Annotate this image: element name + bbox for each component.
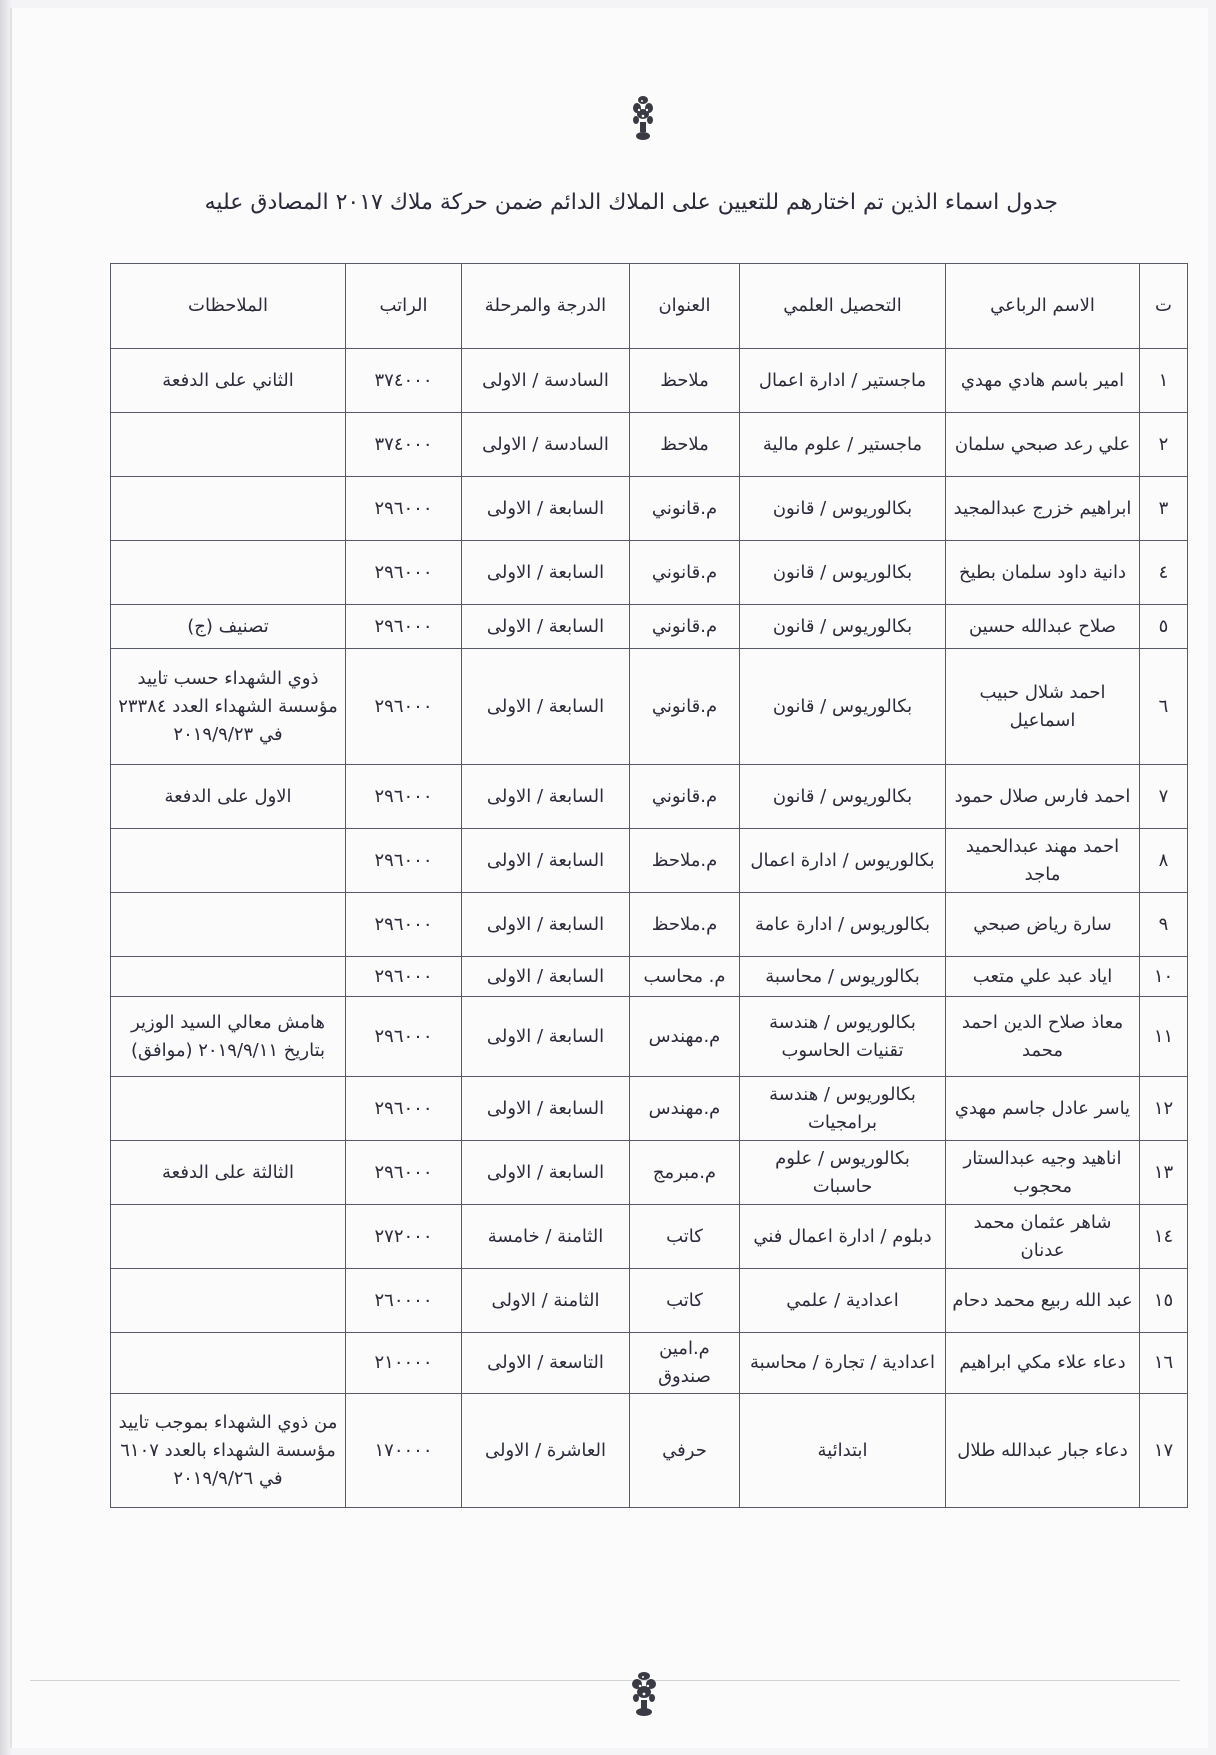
- table-row: [111, 541, 1188, 605]
- table-row: [111, 1077, 1188, 1141]
- row-number: ١٥: [1140, 1269, 1188, 1333]
- table-row: [111, 413, 1188, 477]
- grade-cell: السابعة / الاولى: [462, 1077, 630, 1141]
- employee-name: سارة رياض صبحي: [946, 893, 1140, 957]
- header-education: التحصيل العلمي: [740, 264, 946, 349]
- row-number: ٢: [1140, 413, 1188, 477]
- row-number: ٣: [1140, 477, 1188, 541]
- job-title-cell: م. محاسب: [630, 957, 740, 997]
- job-title-cell: كاتب: [630, 1269, 740, 1333]
- employee-name: احمد فارس صلال حمود: [946, 765, 1140, 829]
- salary-cell: ٢٩٦٠٠٠: [346, 541, 462, 605]
- education-cell: دبلوم / ادارة اعمال فني: [740, 1205, 946, 1269]
- education-cell: بكالوريوس / محاسبة: [740, 957, 946, 997]
- row-number: ٥: [1140, 605, 1188, 649]
- job-title-cell: م.قانوني: [630, 477, 740, 541]
- job-title-cell: م.قانوني: [630, 649, 740, 765]
- employee-name: دعاء علاء مكي ابراهيم: [946, 1333, 1140, 1394]
- table-row: [111, 893, 1188, 957]
- grade-cell: الثامنة / الاولى: [462, 1269, 630, 1333]
- table-row: [111, 957, 1188, 997]
- notes-cell: [111, 1205, 346, 1269]
- employee-name: احمد مهند عبدالحميد ماجد: [946, 829, 1140, 893]
- appointments-table: [110, 263, 1188, 1508]
- employee-name: اياد عبد علي متعب: [946, 957, 1140, 997]
- grade-cell: السابعة / الاولى: [462, 997, 630, 1077]
- notes-cell: [111, 1077, 346, 1141]
- employee-name: صلاح عبدالله حسين: [946, 605, 1140, 649]
- salary-cell: ٢٩٦٠٠٠: [346, 829, 462, 893]
- salary-cell: ٢٩٦٠٠٠: [346, 1077, 462, 1141]
- row-number: ٦: [1140, 649, 1188, 765]
- job-title-cell: م.مهندس: [630, 997, 740, 1077]
- table-row: [111, 997, 1188, 1077]
- row-number: ١٢: [1140, 1077, 1188, 1141]
- education-cell: ابتدائية: [740, 1394, 946, 1508]
- row-number: ٧: [1140, 765, 1188, 829]
- table-row: [111, 1205, 1188, 1269]
- salary-cell: ٢٩٦٠٠٠: [346, 957, 462, 997]
- salary-cell: ٢١٠٠٠٠: [346, 1333, 462, 1394]
- table-row: [111, 1394, 1188, 1508]
- employee-name: ابراهيم خزرج عبدالمجيد: [946, 477, 1140, 541]
- education-cell: بكالوريوس / قانون: [740, 649, 946, 765]
- job-title-cell: م.ملاحظ: [630, 893, 740, 957]
- row-number: ١١: [1140, 997, 1188, 1077]
- education-cell: ماجستير / علوم مالية: [740, 413, 946, 477]
- emblem-icon: [628, 92, 658, 144]
- grade-cell: العاشرة / الاولى: [462, 1394, 630, 1508]
- salary-cell: ٢٧٢٠٠٠: [346, 1205, 462, 1269]
- job-title-cell: ملاحظ: [630, 413, 740, 477]
- job-title-cell: م.قانوني: [630, 541, 740, 605]
- job-title-cell: م.امين صندوق: [630, 1333, 740, 1394]
- employee-name: ياسر عادل جاسم مهدي: [946, 1077, 1140, 1141]
- table-row: [111, 829, 1188, 893]
- header-number: ت: [1140, 264, 1188, 349]
- employee-name: شاهر عثمان محمد عدنان: [946, 1205, 1140, 1269]
- salary-cell: ٣٧٤٠٠٠: [346, 413, 462, 477]
- table-header-row: [111, 264, 1188, 349]
- notes-cell: الثاني على الدفعة: [111, 349, 346, 413]
- grade-cell: السابعة / الاولى: [462, 893, 630, 957]
- employee-name: عبد الله ربيع محمد دحام: [946, 1269, 1140, 1333]
- header-name: الاسم الرباعي: [946, 264, 1140, 349]
- table-row: [111, 1269, 1188, 1333]
- footer-divider: [30, 1680, 1180, 1681]
- notes-cell: [111, 1269, 346, 1333]
- emblem-icon: [628, 1668, 660, 1718]
- employee-name: دانية داود سلمان بطيخ: [946, 541, 1140, 605]
- grade-cell: السادسة / الاولى: [462, 413, 630, 477]
- grade-cell: السابعة / الاولى: [462, 477, 630, 541]
- row-number: ١٠: [1140, 957, 1188, 997]
- table-row: [111, 605, 1188, 649]
- employee-name: اناهيد وجيه عبدالستار محجوب: [946, 1141, 1140, 1205]
- job-title-cell: ملاحظ: [630, 349, 740, 413]
- grade-cell: السابعة / الاولى: [462, 605, 630, 649]
- education-cell: بكالوريوس / هندسة تقنيات الحاسوب: [740, 997, 946, 1077]
- notes-cell: [111, 829, 346, 893]
- employee-name: دعاء جبار عبدالله طلال: [946, 1394, 1140, 1508]
- grade-cell: السادسة / الاولى: [462, 349, 630, 413]
- notes-cell: من ذوي الشهداء بموجب تاييد مؤسسة الشهداء بالعدد ٦١٠٧ في ٢٠١٩/٩/٢٦: [111, 1394, 346, 1508]
- education-cell: بكالوريوس / قانون: [740, 541, 946, 605]
- table-row: [111, 1333, 1188, 1394]
- notes-cell: ذوي الشهداء حسب تاييد مؤسسة الشهداء العدد ٢٣٣٨٤ في ٢٠١٩/٩/٢٣: [111, 649, 346, 765]
- row-number: ١: [1140, 349, 1188, 413]
- table-row: [111, 477, 1188, 541]
- education-cell: اعدادية / علمي: [740, 1269, 946, 1333]
- grade-cell: السابعة / الاولى: [462, 765, 630, 829]
- grade-cell: السابعة / الاولى: [462, 1141, 630, 1205]
- document-title: جدول اسماء الذين تم اختارهم للتعيين على الملاك الدائم ضمن حركة ملاك ٢٠١٧ المصادق عليه: [204, 190, 1058, 215]
- notes-cell: [111, 477, 346, 541]
- job-title-cell: م.قانوني: [630, 765, 740, 829]
- grade-cell: التاسعة / الاولى: [462, 1333, 630, 1394]
- notes-cell: الثالثة على الدفعة: [111, 1141, 346, 1205]
- header-title: العنوان: [630, 264, 740, 349]
- notes-cell: تصنيف (ج): [111, 605, 346, 649]
- education-cell: ماجستير / ادارة اعمال: [740, 349, 946, 413]
- row-number: ١٦: [1140, 1333, 1188, 1394]
- employee-name: احمد شلال حبيب اسماعيل: [946, 649, 1140, 765]
- education-cell: بكالوريوس / علوم حاسبات: [740, 1141, 946, 1205]
- salary-cell: ٢٦٠٠٠٠: [346, 1269, 462, 1333]
- table-row: [111, 349, 1188, 413]
- job-title-cell: م.مبرمج: [630, 1141, 740, 1205]
- salary-cell: ٢٩٦٠٠٠: [346, 477, 462, 541]
- table-row: [111, 1141, 1188, 1205]
- education-cell: بكالوريوس / قانون: [740, 477, 946, 541]
- row-number: ٤: [1140, 541, 1188, 605]
- notes-cell: [111, 893, 346, 957]
- notes-cell: [111, 541, 346, 605]
- education-cell: بكالوريوس / هندسة برامجيات: [740, 1077, 946, 1141]
- row-number: ١٣: [1140, 1141, 1188, 1205]
- salary-cell: ٢٩٦٠٠٠: [346, 649, 462, 765]
- grade-cell: السابعة / الاولى: [462, 829, 630, 893]
- education-cell: اعدادية / تجارة / محاسبة: [740, 1333, 946, 1394]
- row-number: ١٧: [1140, 1394, 1188, 1508]
- notes-cell: الاول على الدفعة: [111, 765, 346, 829]
- job-title-cell: م.ملاحظ: [630, 829, 740, 893]
- salary-cell: ٣٧٤٠٠٠: [346, 349, 462, 413]
- notes-cell: [111, 1333, 346, 1394]
- header-notes: الملاحظات: [111, 264, 346, 349]
- row-number: ٩: [1140, 893, 1188, 957]
- salary-cell: ٢٩٦٠٠٠: [346, 765, 462, 829]
- notes-cell: [111, 957, 346, 997]
- grade-cell: السابعة / الاولى: [462, 649, 630, 765]
- salary-cell: ٢٩٦٠٠٠: [346, 997, 462, 1077]
- salary-cell: ١٧٠٠٠٠: [346, 1394, 462, 1508]
- grade-cell: الثامنة / خامسة: [462, 1205, 630, 1269]
- job-title-cell: كاتب: [630, 1205, 740, 1269]
- salary-cell: ٢٩٦٠٠٠: [346, 893, 462, 957]
- table-row: [111, 649, 1188, 765]
- education-cell: بكالوريوس / ادارة عامة: [740, 893, 946, 957]
- grade-cell: السابعة / الاولى: [462, 957, 630, 997]
- salary-cell: ٢٩٦٠٠٠: [346, 605, 462, 649]
- grade-cell: السابعة / الاولى: [462, 541, 630, 605]
- table-row: [111, 765, 1188, 829]
- job-title-cell: حرفي: [630, 1394, 740, 1508]
- header-salary: الراتب: [346, 264, 462, 349]
- notes-cell: هامش معالي السيد الوزير بتاريخ ٢٠١٩/٩/١١ (موافق): [111, 997, 346, 1077]
- row-number: ٨: [1140, 829, 1188, 893]
- job-title-cell: م.قانوني: [630, 605, 740, 649]
- education-cell: بكالوريوس / ادارة اعمال: [740, 829, 946, 893]
- header-grade: الدرجة والمرحلة: [462, 264, 630, 349]
- notes-cell: [111, 413, 346, 477]
- row-number: ١٤: [1140, 1205, 1188, 1269]
- job-title-cell: م.مهندس: [630, 1077, 740, 1141]
- education-cell: بكالوريوس / قانون: [740, 605, 946, 649]
- education-cell: بكالوريوس / قانون: [740, 765, 946, 829]
- employee-name: علي رعد صبحي سلمان: [946, 413, 1140, 477]
- salary-cell: ٢٩٦٠٠٠: [346, 1141, 462, 1205]
- employee-name: معاذ صلاح الدين احمد محمد: [946, 997, 1140, 1077]
- employee-name: امير باسم هادي مهدي: [946, 349, 1140, 413]
